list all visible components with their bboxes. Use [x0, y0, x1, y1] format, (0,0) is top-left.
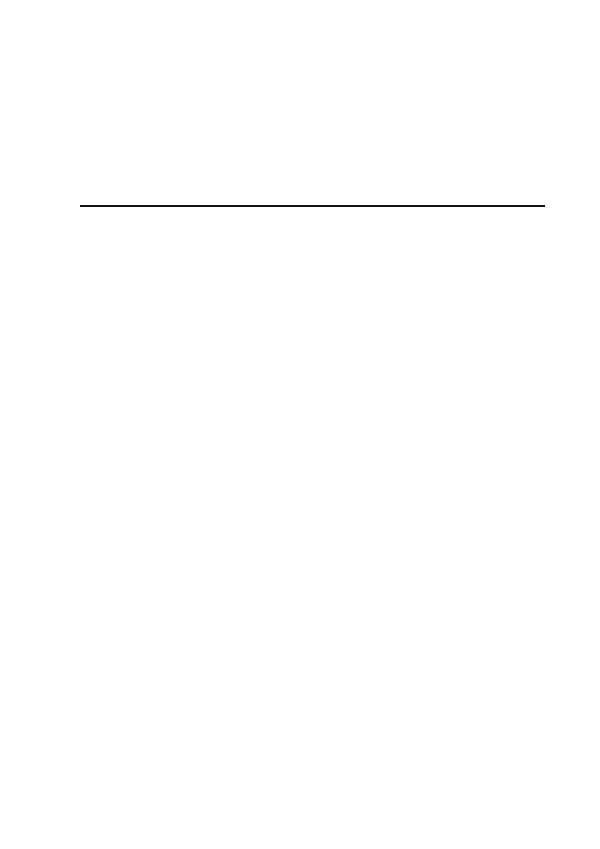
- clause-2-1: [90, 441, 100, 452]
- item-b-line1: [100, 551, 110, 562]
- clause-2-2: [90, 458, 100, 469]
- section-1-heading: [80, 358, 92, 369]
- top-divider: [80, 205, 545, 207]
- clause-2-5-line1: [90, 702, 100, 713]
- clause-2-3-line1: [90, 584, 100, 595]
- clause-2-4-line1: [90, 652, 100, 663]
- section-2-heading: [80, 419, 92, 430]
- item-a: [100, 474, 110, 485]
